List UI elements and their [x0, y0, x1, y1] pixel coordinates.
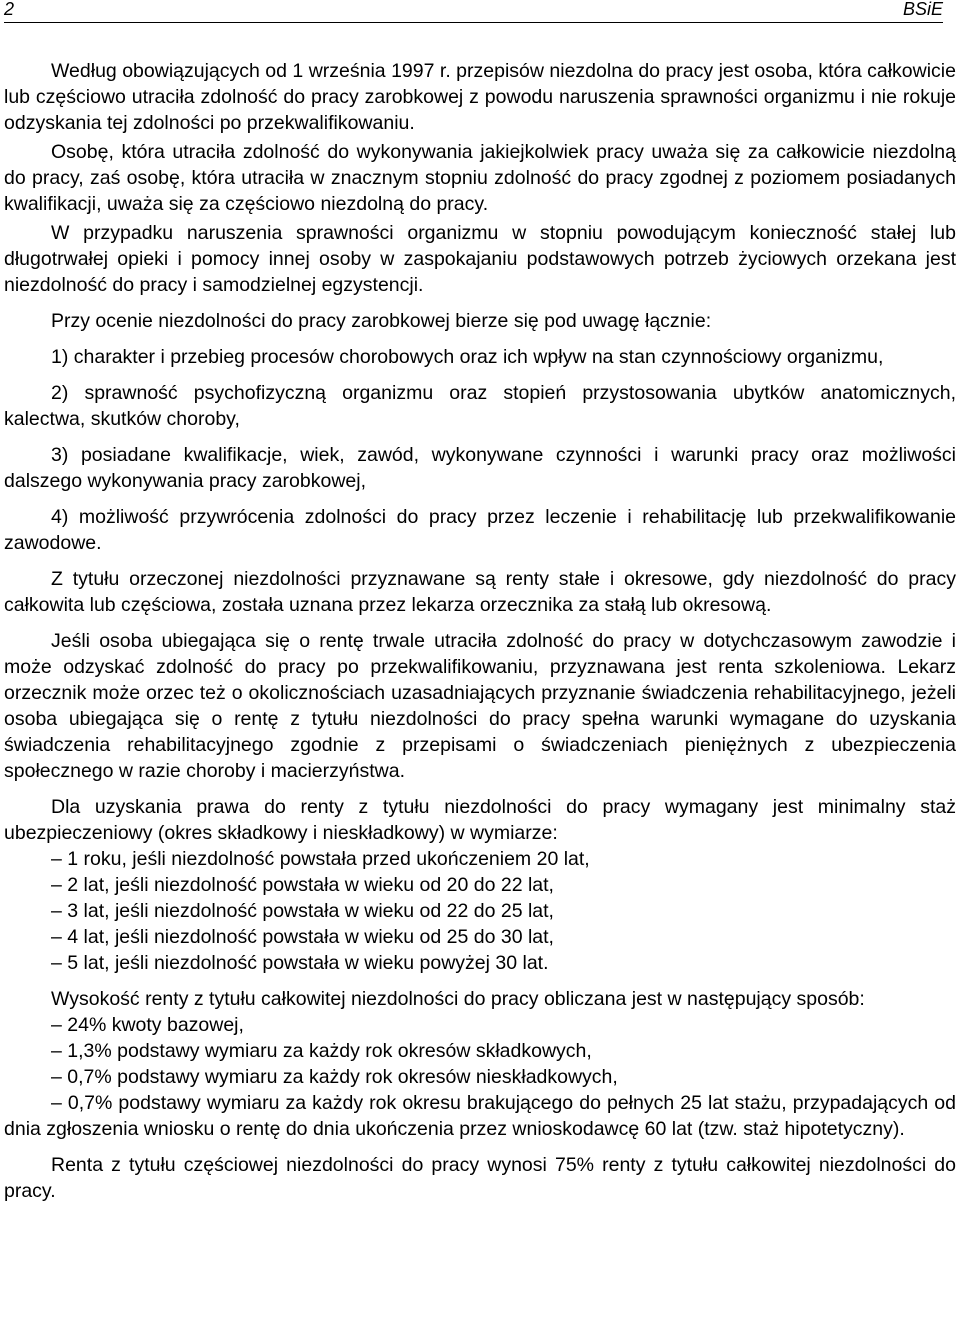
paragraph-assessment-intro: Przy ocenie niezdolności do pracy zarobkowej bierze się pod uwagę łącznie: [51, 310, 712, 332]
insurance-period-list [4, 846, 956, 976]
paragraph-pension-types: Z tytułu orzeczonej niezdolności przyznawane są renty stałe i okresowe, gdy niezdolność do pracy całkowita lub częściowa, została uznana przez lekarza orzecznika za stałą lub okresową. [4, 568, 956, 616]
paragraph-total-partial: Osobę, która utraciła zdolność do wykonywania jakiejkolwiek pracy uważa się za całkowicie niezdolną do pracy, zaś osobę, która utraciła w znacznym stopniu zdolność do pracy zgodnej z poziomem posiadanych kwalifikacji, uważa się za częściowo niezdolną do pracy. [4, 141, 956, 215]
list-item: – 3 lat, jeśli niezdolność powstała w wieku od 22 do 25 lat, [51, 900, 554, 922]
list-item: – 24% kwoty bazowej, [51, 1014, 244, 1036]
paragraph-amount-intro: Wysokość renty z tytułu całkowitej niezdolności do pracy obliczana jest w następujący sposób: [51, 988, 865, 1010]
document-body [4, 58, 956, 1204]
paragraph-criterion-2: 2) sprawność psychofizyczną organizmu oraz stopień przystosowania ubytków anatomicznych, kalectwa, skutków choroby, [4, 382, 956, 430]
brand-label: BSiE [902, 0, 943, 19]
list-item: – 1 roku, jeśli niezdolność powstała przed ukończeniem 20 lat, [51, 848, 590, 870]
list-item: – 5 lat, jeśli niezdolność powstała w wieku powyżej 30 lat. [51, 952, 549, 974]
paragraph-insurance-period: Dla uzyskania prawa do renty z tytułu niezdolności do pracy wymagany jest minimalny staż ubezpieczeniowy (okres składkowy i nieskładkowy) w wymiarze: [4, 796, 956, 844]
paragraph-partial-pension: Renta z tytułu częściowej niezdolności do pracy wynosi 75% renty z tytułu całkowitej niezdolności do pracy. [4, 1154, 956, 1202]
paragraph-training-pension: Jeśli osoba ubiegająca się o rentę trwale utraciła zdolność do pracy w dotychczasowym zawodzie i może odzyskać zdolność do pracy po przekwalifikowaniu, przyznawana jest renta szkoleniowa. Lekarz orzecznik może orzec też o okolicznościach uzasadniających przyznanie świadczenia rehabilitacyjnego, jeżeli osoba ubiegająca się o rentę z tytułu niezdolności do pracy spełna warunki wymagane do uzyskania świadczenia rehabilitacyjnego zgodnie z przepisami o świadczeniach pieniężnych z ubezpieczenia społecznego w razie choroby i macierzyństwa. [4, 630, 956, 782]
paragraph-criterion-4: 4) możliwość przywrócenia zdolności do pracy przez leczenie i rehabilitację lub przekwalifikowanie zawodowe. [4, 506, 956, 554]
paragraph-care-need: W przypadku naruszenia sprawności organizmu w stopniu powodującym konieczność stałej lub długotrwałej opieki i pomocy innej osoby w zaspokajaniu podstawowych potrzeb życiowych orzekana jest niezdolność do pracy i samodzielnej egzystencji. [4, 222, 956, 296]
list-item: – 2 lat, jeśli niezdolność powstała w wieku od 20 do 22 lat, [51, 874, 554, 896]
paragraph-criterion-3: 3) posiadane kwalifikacje, wiek, zawód, wykonywane czynności i warunki pracy oraz możliwości dalszego wykonywania pracy zarobkowej, [4, 444, 956, 492]
page-number: 2 [4, 0, 15, 19]
list-item: – 4 lat, jeśli niezdolność powstała w wieku od 25 do 30 lat, [51, 926, 554, 948]
list-item: – 0,7% podstawy wymiaru za każdy rok okresu brakującego do pełnych 25 lat stażu, przypadających od dnia zgłoszenia wniosku o rentę do dnia ukończenia przez wnioskodawcę 60 lat (tzw. staż hipotetyczny). [4, 1092, 956, 1140]
paragraph-criterion-1: 1) charakter i przebieg procesów chorobowych oraz ich wpływ na stan czynnościowy organizmu, [51, 346, 884, 368]
list-item: – 0,7% podstawy wymiaru za każdy rok okresów nieskładkowych, [51, 1066, 618, 1088]
amount-components-list [4, 1012, 956, 1142]
paragraph-definition: Według obowiązujących od 1 września 1997 r. przepisów niezdolna do pracy jest osoba, która całkowicie lub częściowo utraciła zdolność do pracy zarobkowej z powodu naruszenia sprawności organizmu i nie rokuje odzyskania tej zdolności po przekwalifikowaniu. [4, 60, 956, 134]
page-header [4, 0, 943, 23]
list-item: – 1,3% podstawy wymiaru za każdy rok okresów składkowych, [51, 1040, 592, 1062]
